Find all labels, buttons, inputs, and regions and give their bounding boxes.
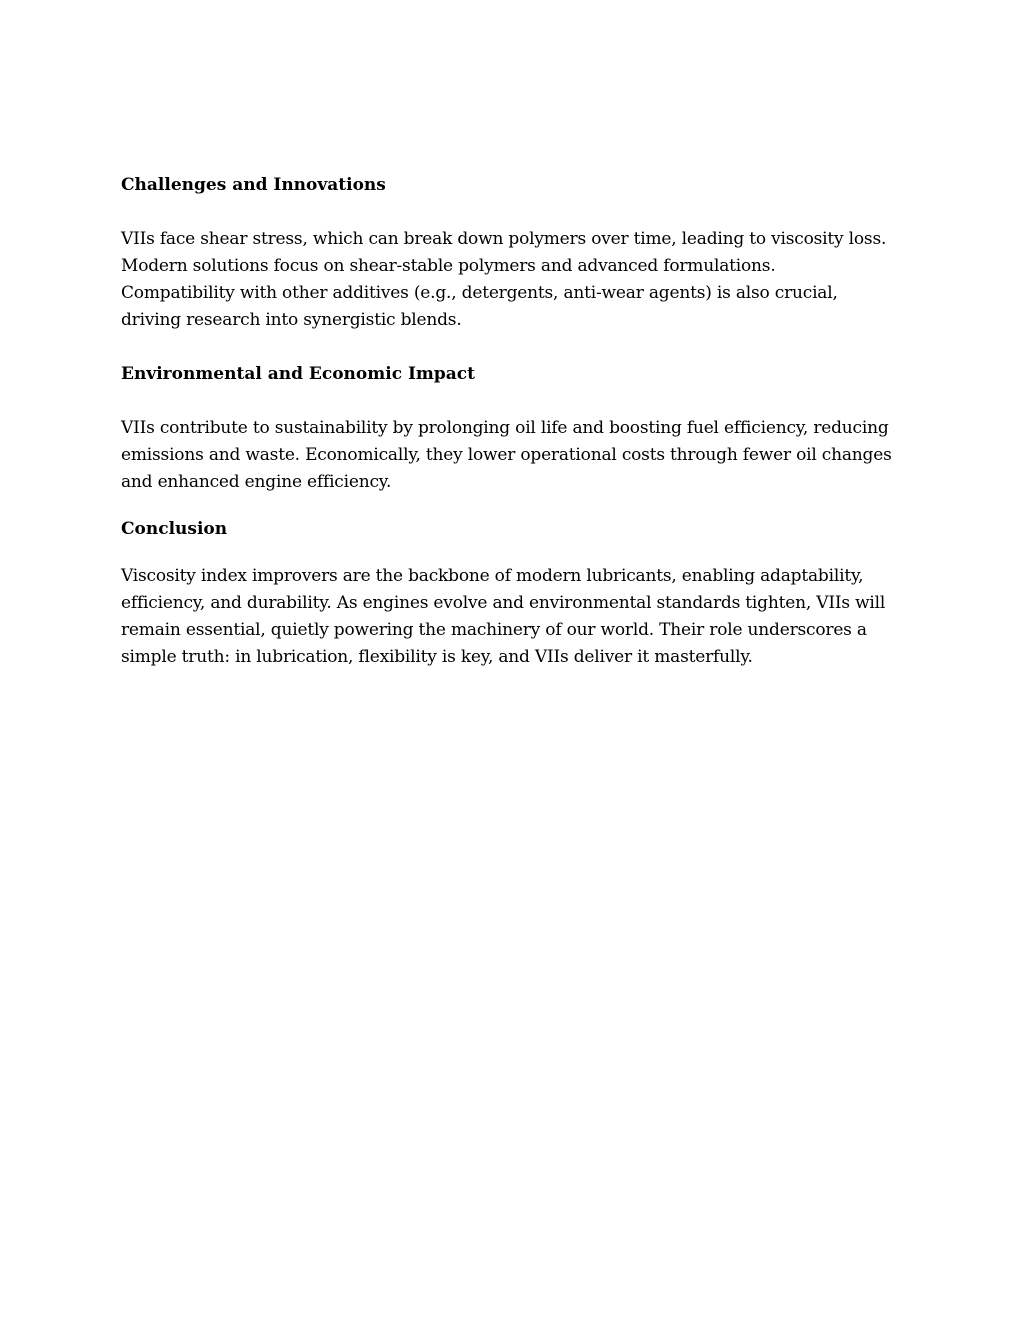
text-line: efficiency, and durability. As engines evolve and environmental standards tighten, VIIs will — [121, 593, 886, 613]
text-line: remain essential, quietly powering the machinery of our world. Their role underscores a — [121, 620, 867, 640]
spacer — [121, 496, 911, 516]
document-body — [121, 172, 911, 671]
text-line: simple truth: in lubrication, flexibility is key, and VIIs deliver it masterfully. — [121, 647, 753, 667]
text-line: Modern solutions focus on shear-stable polymers and advanced formulations. — [121, 256, 776, 276]
spacer — [121, 199, 911, 226]
text-line: VIIs contribute to sustainability by prolonging oil life and boosting fuel efficiency, reducing — [121, 418, 889, 438]
spacer — [121, 388, 911, 415]
spacer — [121, 334, 911, 361]
text-line: emissions and waste. Economically, they lower operational costs through fewer oil changes — [121, 445, 892, 465]
section-heading-environmental: Environmental and Economic Impact — [121, 364, 476, 384]
text-line: driving research into synergistic blends. — [121, 310, 462, 330]
text-line: VIIs face shear stress, which can break down polymers over time, leading to viscosity loss. — [121, 229, 887, 249]
spacer — [121, 543, 911, 563]
paragraph-challenges — [121, 226, 911, 334]
text-line: Compatibility with other additives (e.g., detergents, anti-wear agents) is also crucial, — [121, 283, 838, 303]
text-line: and enhanced engine efficiency. — [121, 472, 392, 492]
text-line: Viscosity index improvers are the backbone of modern lubricants, enabling adaptability, — [121, 566, 864, 586]
section-heading-challenges: Challenges and Innovations — [121, 175, 386, 195]
section-heading-conclusion: Conclusion — [121, 519, 228, 539]
paragraph-environmental — [121, 415, 911, 496]
paragraph-conclusion — [121, 563, 911, 671]
